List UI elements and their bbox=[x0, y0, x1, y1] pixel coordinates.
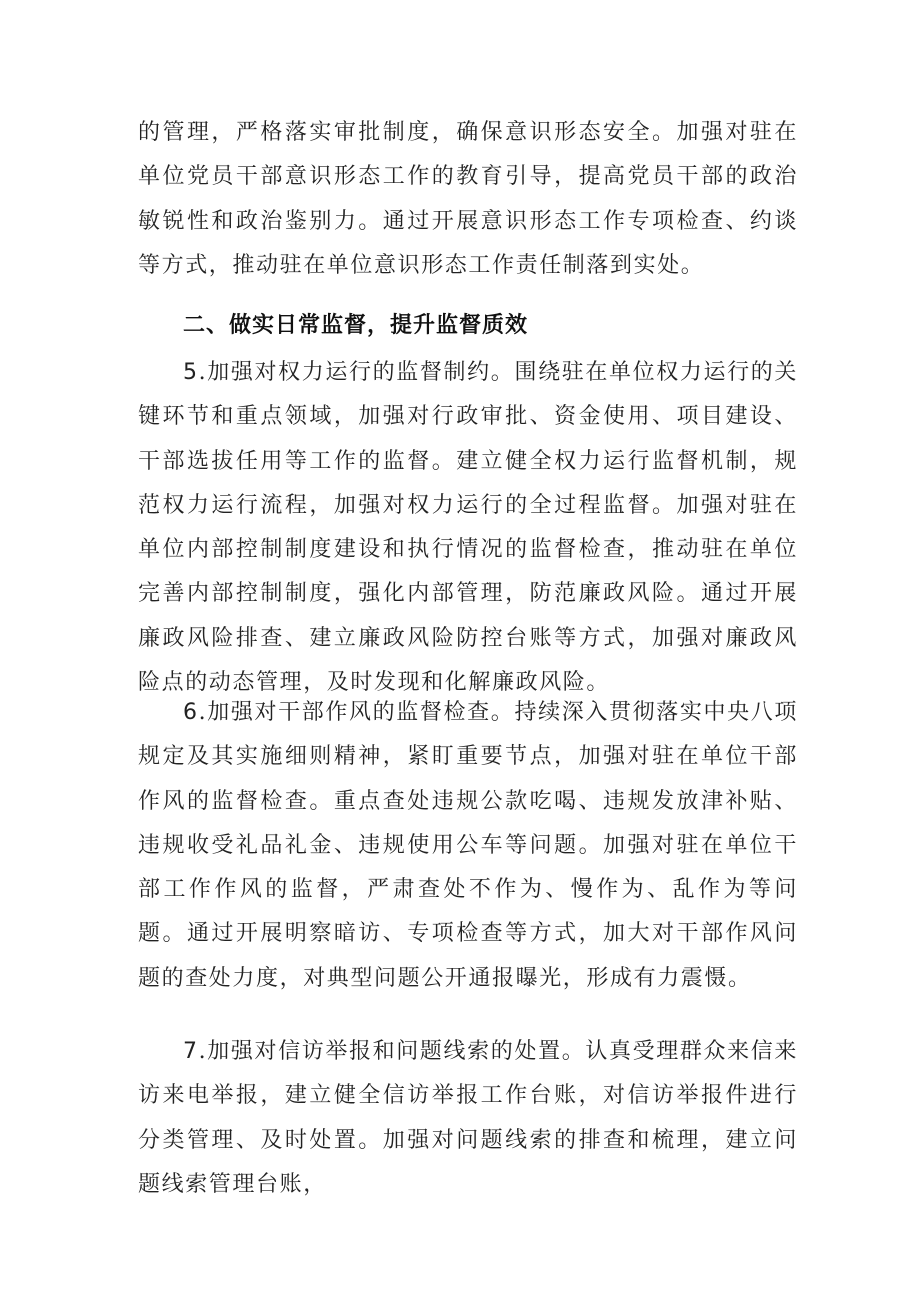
item-6-text: .加强对干部作风的监督检查。持续深入贯彻落实中央八项规定及其实施细则精神，紧盯重要节点，加强对驻在单位干部作风的监督检查。重点查处违规公款吃喝、违规发放津补贴、违规收受礼品礼金、违规使用公车等问题。加强对驻在单位干部工作作风的监督，严肃查处不作为、慢作为、乱作为等问题。通过开展明察暗访、专项检查等方式，加大对干部作风问题的查处力度，对典型问题公开通报曝光，形成有力震慑。 bbox=[138, 700, 798, 991]
item-7-paragraph bbox=[138, 1030, 798, 1207]
item-6-paragraph bbox=[138, 691, 798, 1001]
item-7-number: 7 bbox=[183, 1039, 199, 1064]
section-heading: 二、做实日常监督，提升监督质效 bbox=[183, 313, 529, 338]
item-6-number: 6 bbox=[183, 700, 199, 725]
paragraph-continued: 的管理，严格落实审批制度，确保意识形态安全。加强对驻在单位党员干部意识形态工作的教育引导，提高党员干部的政治敏锐性和政治鉴别力。通过开展意识形态工作专项检查、约谈等方式，推动驻在单位意识形态工作责任制落到实处。 bbox=[138, 120, 798, 278]
item-5-text: .加强对权力运行的监督制约。围绕驻在单位权力运行的关键环节和重点领域，加强对行政审批、资金使用、项目建设、干部选拔任用等工作的监督。建立健全权力运行监督机制，规范权力运行流程，加强对权力运行的全过程监督。加强对驻在单位内部控制制度建设和执行情况的监督检查，推动驻在单位完善内部控制制度，强化内部管理，防范廉政风险。通过开展廉政风险排查、建立廉政风险防控台账等方式，加强对廉政风险点的动态管理，及时发现和化解廉政风险。 bbox=[138, 360, 798, 696]
item-7-text: .加强对信访举报和问题线索的处置。认真受理群众来信来访来电举报，建立健全信访举报工作台账，对信访举报件进行分类管理、及时处置。加强对问题线索的排查和梳理，建立问题线索管理台账， bbox=[138, 1039, 798, 1197]
item-5-paragraph bbox=[138, 351, 798, 705]
item-5-number: 5 bbox=[183, 360, 199, 385]
